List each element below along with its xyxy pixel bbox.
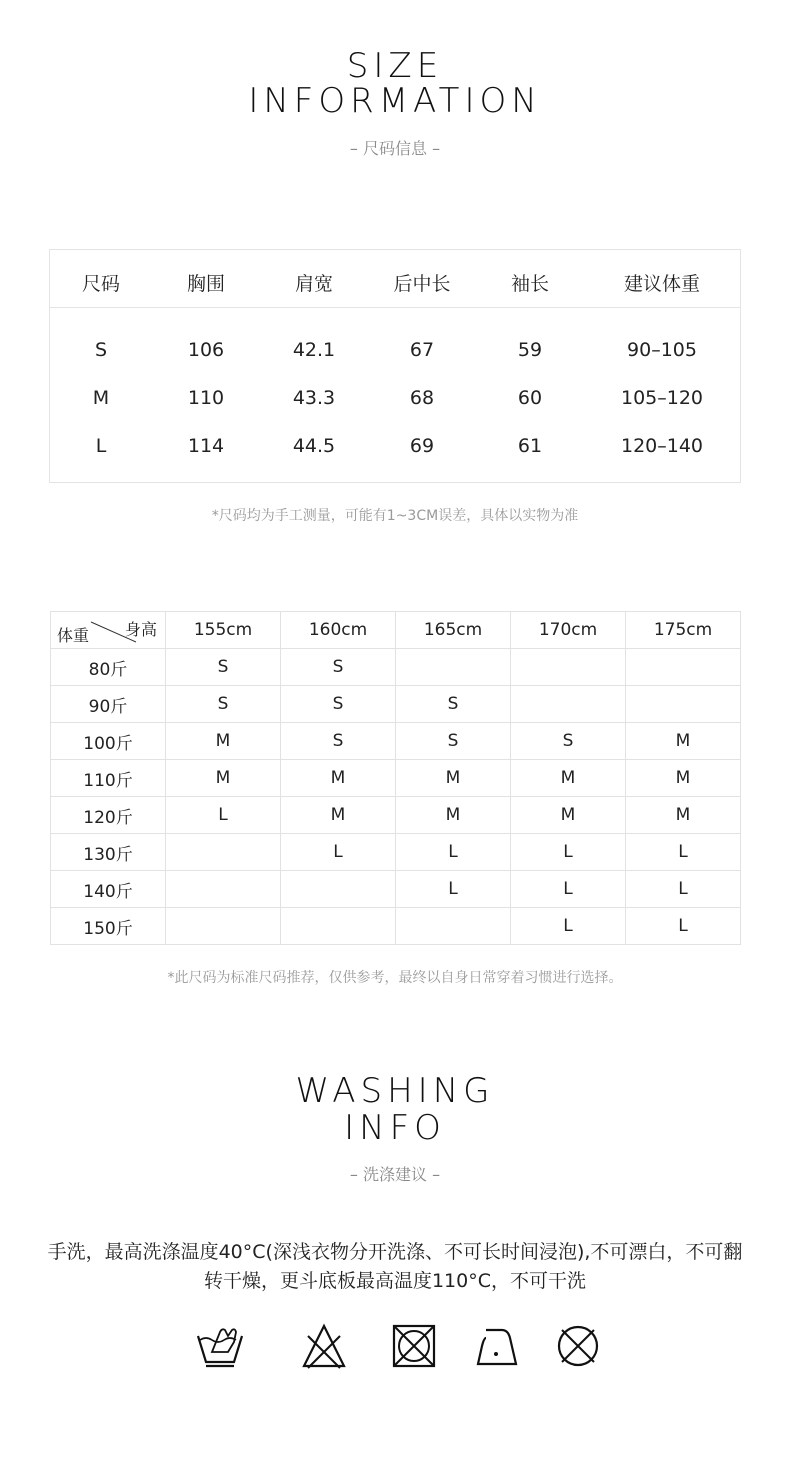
washing-subtitle: – 洗涤建议 –	[349, 1165, 441, 1184]
no-dry-clean-icon	[552, 1322, 604, 1370]
washing-title-line2: INFO	[344, 1108, 446, 1148]
height-header: 155cm	[166, 612, 281, 649]
size-cell: M	[281, 760, 396, 797]
size-cell: S	[511, 723, 626, 760]
size-cell: M	[511, 760, 626, 797]
size-cell: 69	[409, 435, 435, 457]
size-cell	[166, 834, 281, 871]
size-cell: S	[281, 723, 396, 760]
size-cell: L	[166, 797, 281, 834]
corner-weight-label: 体重	[57, 626, 90, 645]
header-size: 尺码	[81, 273, 120, 295]
size-cell: L	[396, 871, 511, 908]
size-cell: M	[92, 387, 110, 409]
size-cell: 61	[517, 435, 543, 457]
weight-label: 110斤	[51, 760, 166, 797]
washing-instructions: 手洗，最高洗涤温度40°C(深浅衣物分开洗涤、不可长时间浸泡),不可漂白，不可翻转干燥，更斗底板最高温度110°C，不可干洗	[47, 1241, 743, 1292]
size-cell: L	[511, 834, 626, 871]
header-length: 后中长	[393, 273, 451, 295]
size-cell	[626, 649, 741, 686]
size-cell: M	[626, 760, 741, 797]
recommend-note: *此尺码为标准尺码推荐，仅供参考，最终以自身日常穿着习惯进行选择。	[167, 970, 623, 986]
size-cell	[396, 649, 511, 686]
header-weight: 建议体重	[623, 273, 700, 295]
size-cell: S	[166, 686, 281, 723]
header-shoulder: 肩宽	[294, 273, 333, 295]
weight-label: 80斤	[51, 649, 166, 686]
size-cell: 59	[517, 339, 543, 361]
weight-label: 130斤	[51, 834, 166, 871]
size-cell: 90–105	[627, 339, 697, 361]
size-cell	[511, 686, 626, 723]
size-cell: S	[94, 339, 108, 361]
size-cell: L	[626, 908, 741, 945]
weight-label: 140斤	[51, 871, 166, 908]
size-cell	[281, 908, 396, 945]
size-cell: L	[511, 871, 626, 908]
size-cell: 68	[409, 387, 435, 409]
size-recommendation-table	[50, 611, 741, 945]
size-cell: S	[396, 686, 511, 723]
iron-low-icon	[472, 1322, 524, 1370]
size-cell: M	[511, 797, 626, 834]
table-row	[51, 908, 741, 945]
weight-label: 120斤	[51, 797, 166, 834]
table-row	[51, 834, 741, 871]
size-cell: M	[166, 760, 281, 797]
size-cell: 106	[187, 339, 225, 361]
size-cell: M	[166, 723, 281, 760]
size-cell: S	[396, 723, 511, 760]
weight-label: 90斤	[51, 686, 166, 723]
size-cell: L	[396, 834, 511, 871]
table-row	[51, 612, 741, 649]
weight-label: 100斤	[51, 723, 166, 760]
no-bleach-icon	[298, 1322, 350, 1370]
header-sleeve: 袖长	[510, 273, 549, 295]
size-cell: L	[281, 834, 396, 871]
size-cell: S	[281, 649, 396, 686]
size-cell: 114	[187, 435, 225, 457]
size-cell: L	[626, 871, 741, 908]
size-cell: M	[626, 797, 741, 834]
size-cell: 105–120	[620, 387, 704, 409]
table-row	[51, 797, 741, 834]
size-cell	[281, 871, 396, 908]
size-cell: L	[511, 908, 626, 945]
size-cell: 110	[187, 387, 225, 409]
size-cell: L	[626, 834, 741, 871]
size-cell: M	[281, 797, 396, 834]
no-tumble-dry-icon	[388, 1322, 440, 1370]
size-cell: S	[281, 686, 396, 723]
height-header: 165cm	[396, 612, 511, 649]
size-title-line2: INFORMATION	[248, 81, 542, 121]
size-cell	[626, 686, 741, 723]
size-cell	[166, 871, 281, 908]
corner-cell	[51, 612, 166, 649]
corner-height-label: 身高	[124, 620, 157, 639]
size-cell: 44.5	[292, 435, 336, 457]
header-chest: 胸围	[186, 273, 225, 295]
size-cell: 43.3	[292, 387, 336, 409]
size-cell: 42.1	[292, 339, 336, 361]
hand-wash-icon	[194, 1322, 246, 1370]
size-cell: 67	[409, 339, 435, 361]
size-cell	[511, 649, 626, 686]
table-row	[51, 871, 741, 908]
size-note: *尺码均为手工测量，可能有1~3CM误差，具体以实物为准	[211, 508, 579, 524]
size-cell: M	[626, 723, 741, 760]
size-cell: 60	[517, 387, 543, 409]
size-cell: S	[166, 649, 281, 686]
size-cell: M	[396, 797, 511, 834]
size-cell	[166, 908, 281, 945]
height-header: 170cm	[511, 612, 626, 649]
size-cell: L	[95, 435, 107, 457]
washing-title-line1: WASHING	[295, 1071, 495, 1111]
size-cell: 120–140	[620, 435, 704, 457]
table-row	[51, 723, 741, 760]
height-header: 160cm	[281, 612, 396, 649]
size-cell: M	[396, 760, 511, 797]
table-row	[51, 760, 741, 797]
height-header: 175cm	[626, 612, 741, 649]
size-cell	[396, 908, 511, 945]
size-table-header	[50, 250, 740, 308]
size-title-line1: SIZE	[346, 46, 444, 86]
weight-label: 150斤	[51, 908, 166, 945]
table-row	[51, 649, 741, 686]
table-row	[51, 686, 741, 723]
size-table	[49, 249, 741, 483]
size-subtitle: – 尺码信息 –	[349, 139, 441, 158]
